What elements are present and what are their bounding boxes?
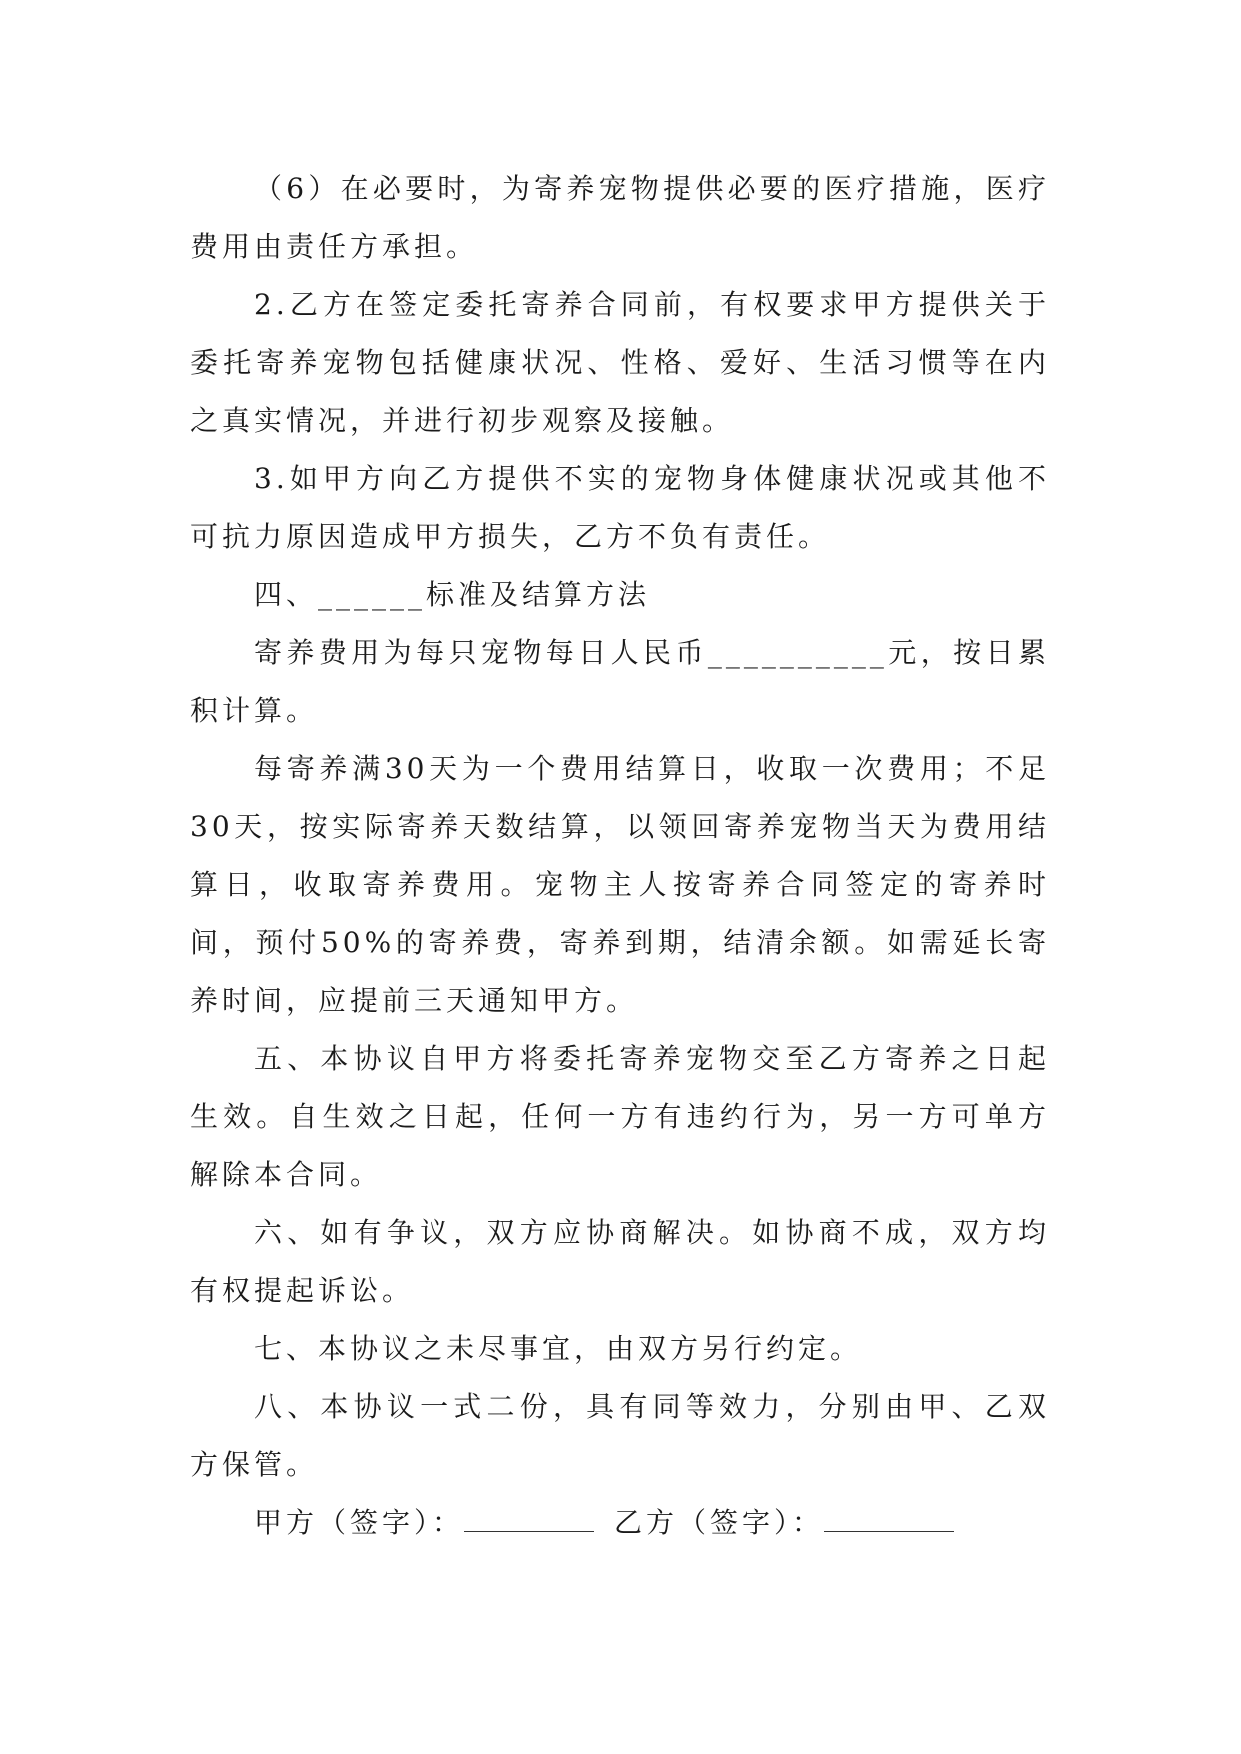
party-a-signature-label: 甲方（签字）：: [254, 1506, 465, 1539]
party-a-signature-field[interactable]: [464, 1511, 594, 1532]
section-eight-copies: 八、本协议一式二份，具有同等效力，分别由甲、乙双方保管。: [190, 1390, 1050, 1481]
party-b-signature-label: 乙方（签字）：: [614, 1506, 825, 1539]
signature-line: [190, 1494, 1050, 1552]
clause-medical-care: （6）在必要时，为寄养宠物提供必要的医疗措施，医疗费用由责任方承担。: [190, 172, 1050, 263]
section-six-disputes: 六、如有争议，双方应协商解决。如协商不成，双方均有权提起诉讼。: [190, 1216, 1050, 1307]
party-b-signature-field[interactable]: [824, 1511, 954, 1532]
section-seven-other-matters: 七、本协议之未尽事宜，由双方另行约定。: [254, 1332, 863, 1365]
section-five-effectiveness: 五、本协议自甲方将委托寄养宠物交至乙方寄养之日起生效。自生效之日起，任何一方有违约行为，另一方可单方解除本合同。: [190, 1042, 1050, 1191]
clause-settlement: 每寄养满30天为一个费用结算日，收取一次费用；不足30天，按实际寄养天数结算，以领回寄养宠物当天为费用结算日，收取寄养费用。宠物主人按寄养合同签定的寄养时间，预付50%的寄养费，寄养到期，结清余额。如需延长寄养时间，应提前三天通知甲方。: [190, 752, 1050, 1017]
clause-party-b-right-to-info: 2.乙方在签定委托寄养合同前，有权要求甲方提供关于委托寄养宠物包括健康状况、性格、爱好、生活习惯等在内之真实情况，并进行初步观察及接触。: [190, 288, 1050, 437]
document-body: [190, 160, 1050, 1552]
section-four-heading: 四、______标准及结算方法: [254, 578, 651, 611]
clause-party-b-no-liability: 3.如甲方向乙方提供不实的宠物身体健康状况或其他不可抗力原因造成甲方损失，乙方不负有责任。: [190, 462, 1050, 553]
clause-daily-fee: 寄养费用为每只宠物每日人民币__________元，按日累积计算。: [190, 636, 1050, 727]
